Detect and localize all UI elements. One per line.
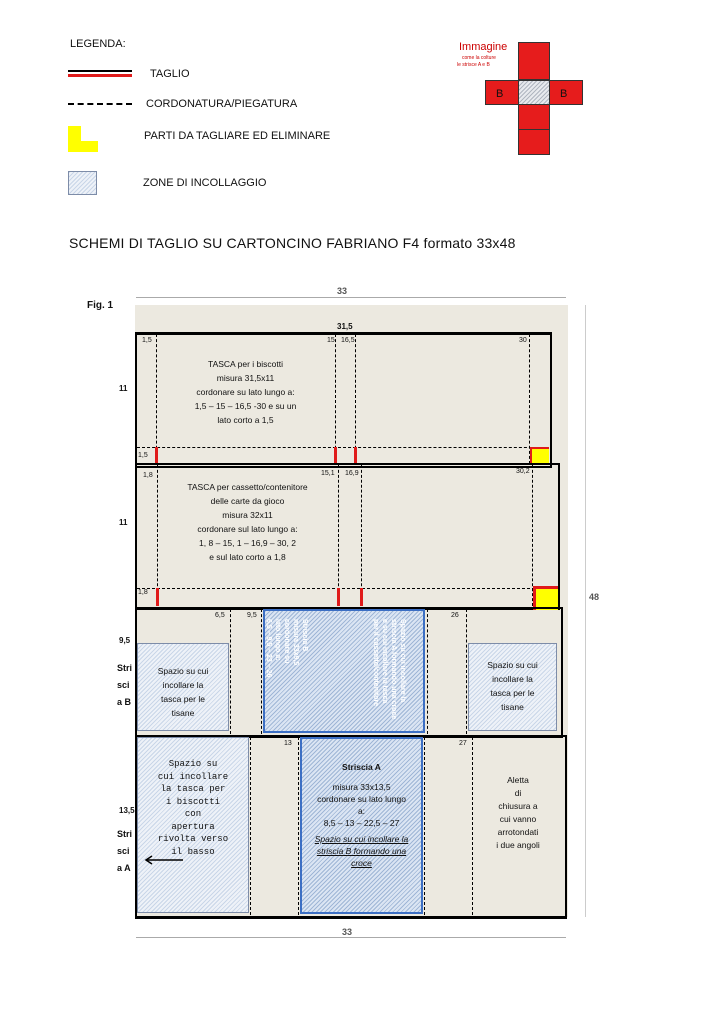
section3-fold-1	[230, 609, 231, 734]
section1-cut-1	[155, 447, 158, 463]
section1-mark-2: 15	[327, 337, 335, 344]
legend-fold-label: CORDONATURA/PIEGATURA	[146, 98, 298, 110]
legend-title: LEGENDA:	[70, 38, 126, 50]
section2-fold-3	[361, 465, 362, 606]
bottom-dimension-label: 33	[342, 927, 353, 937]
section3-fold-4	[466, 609, 467, 734]
section4-center-glue-box: Striscia A misura 33x13,5 cordonare su lato lungo a: 8,5 – 13 – 22,5 – 27 Spazio su cui incollare la striscia B formando una croce	[300, 737, 423, 914]
legend-glue-label: ZONE DI INCOLLAGGIO	[143, 177, 267, 189]
bottom-dimension-line	[136, 937, 566, 938]
top-dimension-line	[136, 297, 566, 298]
section2-cut-1	[156, 588, 159, 606]
image-box-caption1: come la colture	[462, 55, 496, 61]
image-box-caption2: le strisce A e B	[457, 62, 490, 68]
section3-rotated-col1: Striscia B misura 33x9,5 cordonare su lato lungo a: 6,5 – 9,5 – 23 – 26	[265, 619, 308, 678]
figure-label: Fig. 1	[87, 300, 114, 311]
section2-cut-2	[337, 588, 340, 606]
section1-fold-1	[156, 334, 157, 464]
section2-fold-1	[157, 465, 158, 606]
section4-height-label: 13,5	[119, 806, 135, 815]
section4-fold-1	[250, 737, 251, 915]
section2-fold-h	[137, 588, 555, 589]
section3-rotated-col2: Spazio su cui incollare la striscia A formando una croce e su cui incollare la tasca per il cassetto/contenitore	[372, 619, 406, 720]
section4-mark-2: 13	[284, 740, 292, 747]
section4-fold-2	[298, 737, 299, 915]
section1-mark-4: 30	[519, 337, 527, 344]
cut-line-symbol	[68, 70, 132, 77]
section1-fold-2	[335, 334, 336, 464]
section3-side-label: Striscia B	[117, 663, 133, 707]
image-box-title: Immagine	[459, 41, 508, 53]
section2-mark-4: 30,2	[516, 468, 530, 475]
section4-mark-4: 27	[459, 740, 467, 747]
image-box-right-b: B	[560, 88, 568, 100]
section3-fold-2	[261, 609, 262, 734]
section2-fold-4	[532, 465, 533, 606]
section1-fold-4	[529, 334, 530, 464]
image-box-left-b: B	[496, 88, 504, 100]
section2-text: TASCA per cassetto/contenitore delle carte da gioco misura 32x11 cordonare sul lato lungo a: 1, 8 – 15, 1 – 16,9 – 30, 2 e sul lato corto a 1,8	[187, 482, 308, 562]
section1-cut-2	[334, 447, 337, 463]
section3-height-label: 9,5	[119, 636, 131, 645]
section4-side-label: Striscia A	[117, 829, 133, 873]
right-dimension-label: 48	[589, 592, 600, 602]
legend-remove-label: PARTI DA TAGLIARE ED ELIMINARE	[144, 130, 331, 142]
section3-center-glue-box	[263, 609, 425, 733]
section3-mark-4: 26	[451, 612, 459, 619]
section4-fold-4	[472, 737, 473, 915]
section1-width-label: 31,5	[337, 322, 353, 331]
section2-mark-2: 15,1	[321, 470, 335, 477]
section2-cut-3	[360, 588, 363, 606]
section3-mark-2: 9,5	[247, 612, 257, 619]
legend-cut-label: TAGLIO	[150, 68, 190, 80]
section3-left-glue-box: Spazio su cui incollare la tasca per le tisane	[137, 643, 229, 731]
section2-height-label: 11	[119, 518, 128, 527]
section1-fold-h	[137, 447, 547, 448]
section1-height-label: 11	[119, 384, 128, 393]
section1-mark-3: 16,5	[341, 337, 355, 344]
right-dimension-line	[585, 305, 586, 917]
section2-side-mark: 1,8	[138, 589, 148, 596]
section1-side-mark: 1,5	[138, 452, 148, 459]
section3-fold-3	[427, 609, 428, 734]
section3-right-glue-box: Spazio su cui incollare la tasca per le tisane	[468, 643, 557, 731]
section4-flap-text: Aletta di chiusura a cui vanno arrotondati i due angoli	[496, 775, 540, 850]
section4-left-glue-box: Spazio su cui incollare la tasca per i biscotti con apertura rivolta verso il basso	[137, 737, 249, 913]
section2-mark-1: 1,8	[143, 472, 153, 479]
section2-fold-2	[338, 465, 339, 606]
page-subtitle: SCHEMI DI TAGLIO SU CARTONCINO FABRIANO F4 formato 33x48	[69, 235, 516, 251]
section1-fold-3	[355, 334, 356, 464]
arrow-left-icon	[143, 852, 183, 862]
top-dimension-label: 33	[337, 286, 348, 296]
remove-symbol	[68, 126, 98, 152]
fold-line-symbol	[68, 103, 132, 105]
section4-fold-3	[424, 737, 425, 915]
section1-text: TASCA per i biscotti misura 31,5x11 cordonare su lato lungo a: 1,5 – 15 – 16,5 -30 e su un lato corto a 1,5	[194, 359, 297, 425]
section1-mark-1: 1,5	[142, 337, 152, 344]
section2-mark-3: 16,9	[345, 470, 359, 477]
section3-mark-1: 6,5	[215, 612, 225, 619]
section1-cut-3	[354, 447, 357, 463]
glue-symbol	[68, 171, 97, 195]
